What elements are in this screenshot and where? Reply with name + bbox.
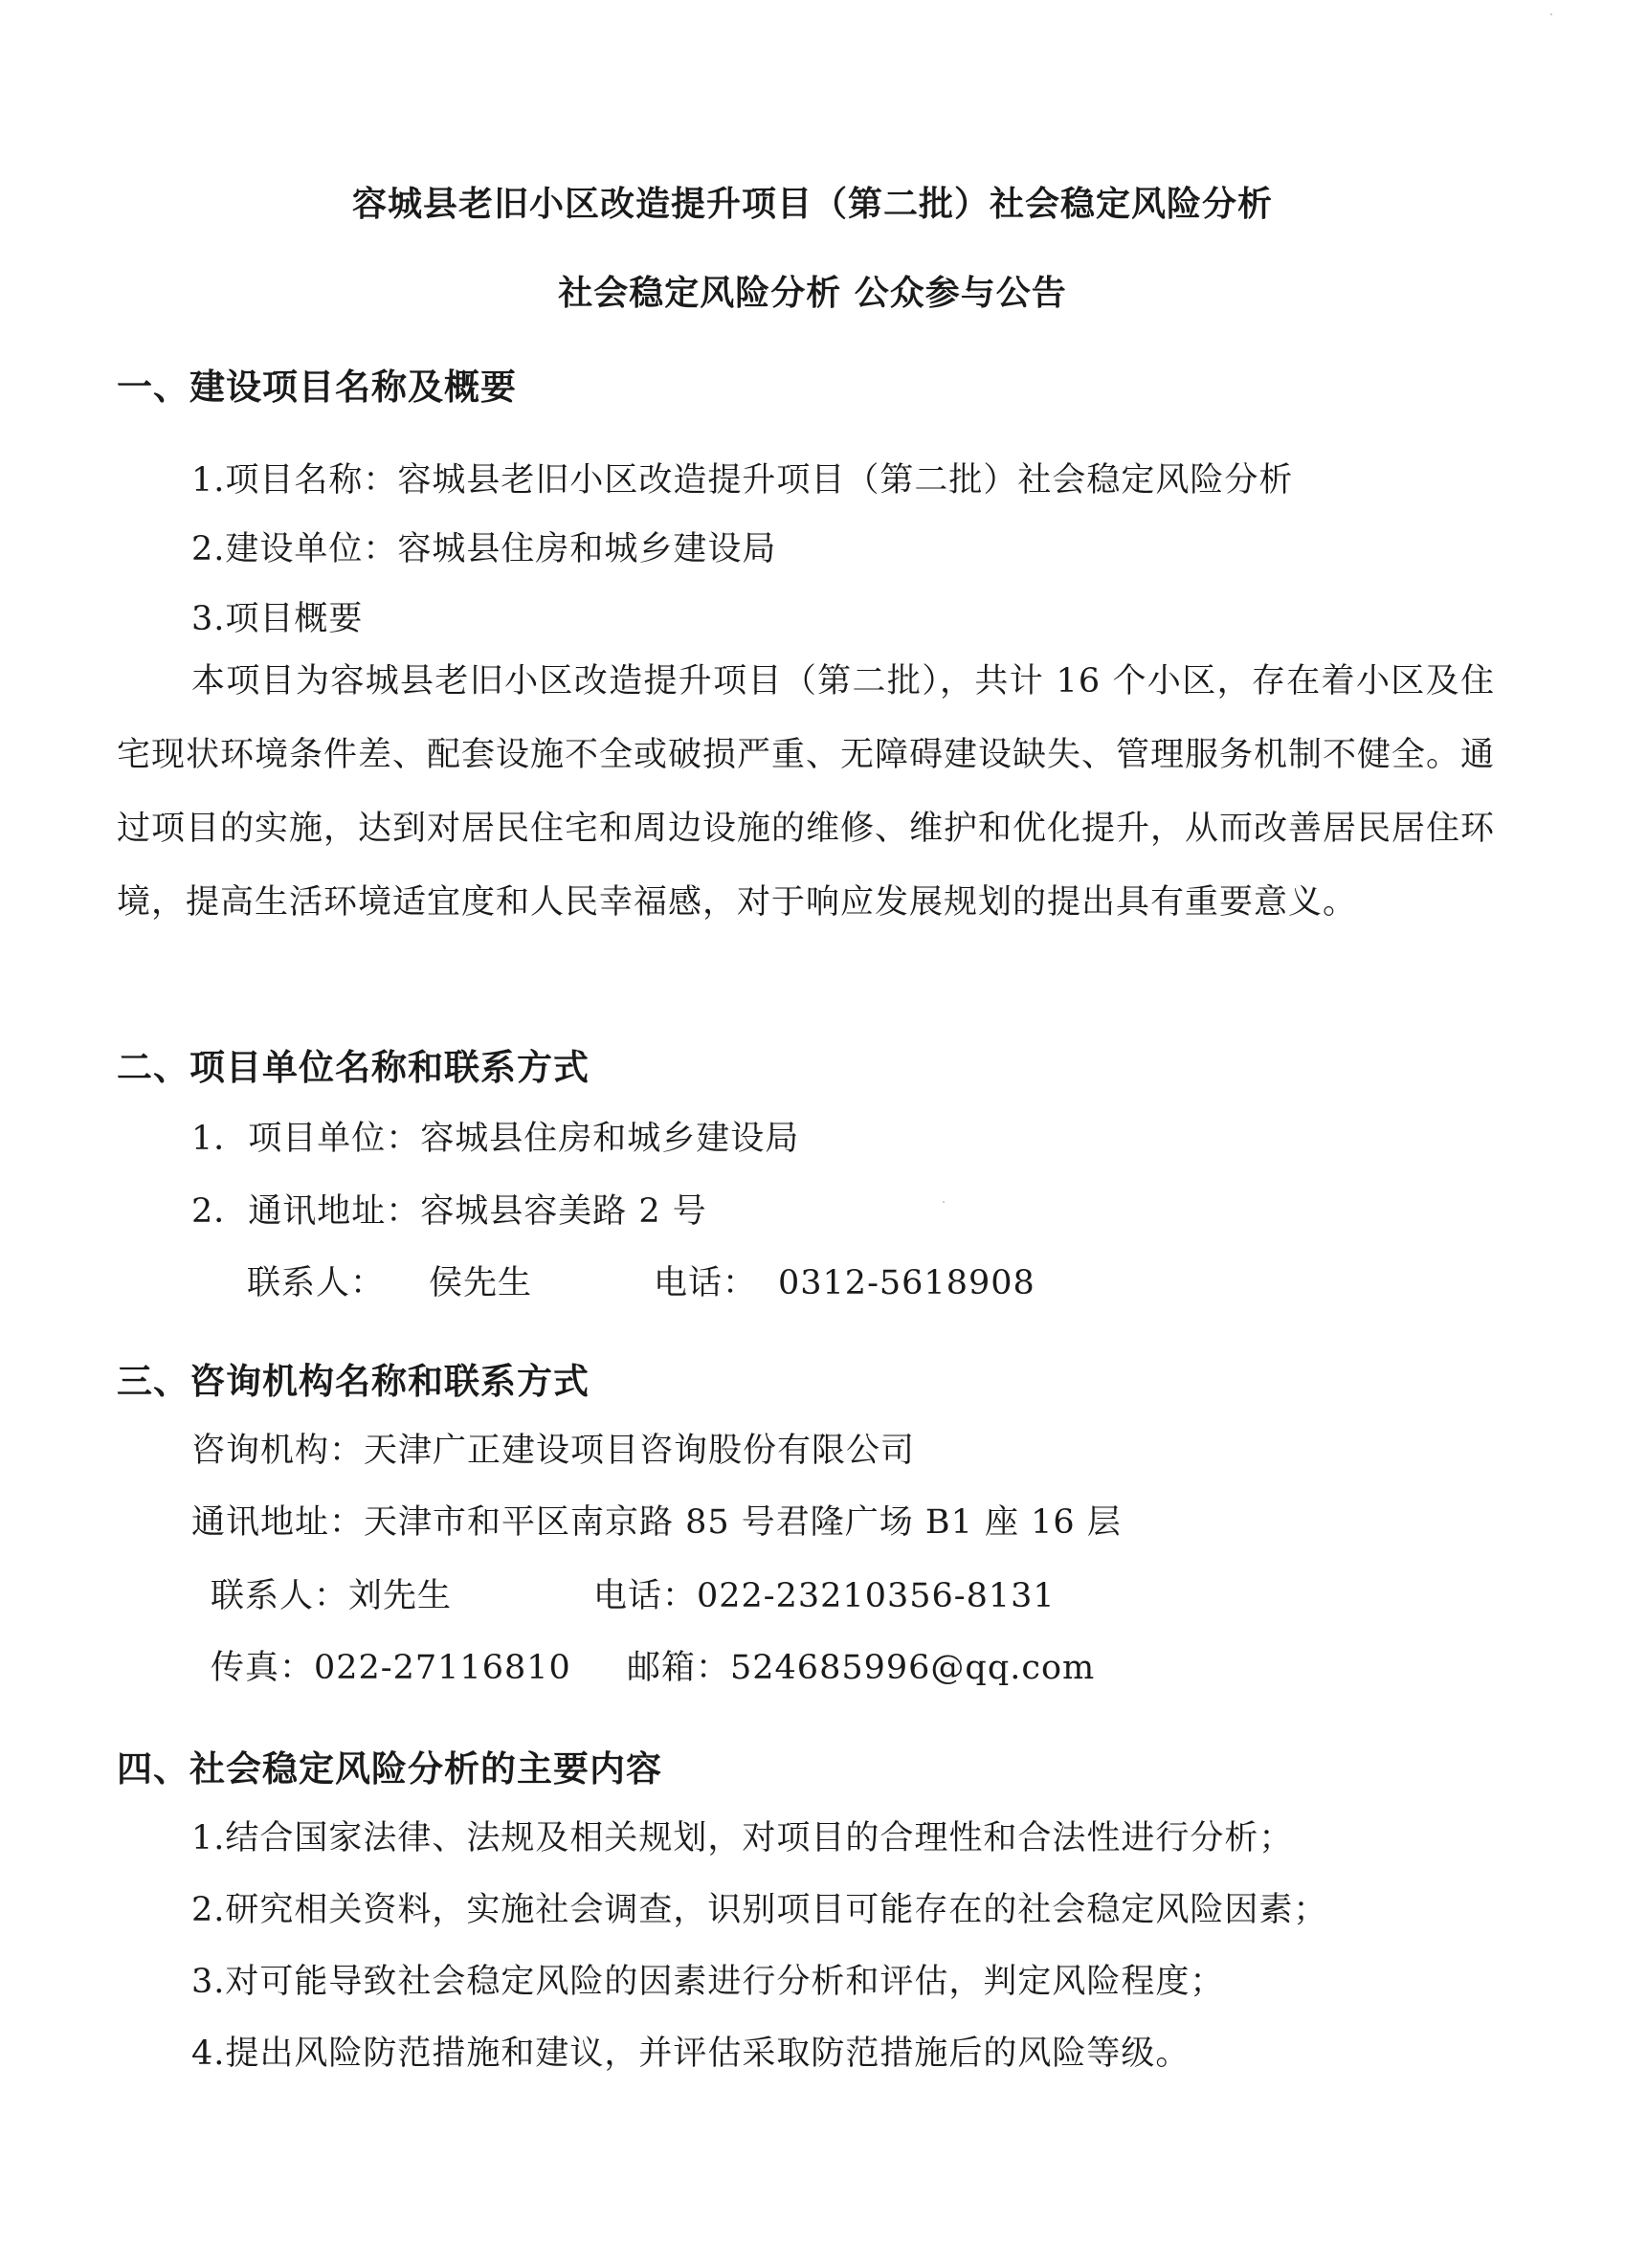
consult-address-line: 通讯地址：天津市和平区南京路 85 号君隆广场 B1 座 16 层 <box>191 1503 1122 1542</box>
section-2-heading: 二、项目单位名称和联系方式 <box>117 1047 590 1088</box>
contact-label: 联系人： <box>247 1264 386 1302</box>
content-item-1: 1.结合国家法律、法规及相关规划，对项目的合理性和合法性进行分析； <box>191 1819 1294 1857</box>
scan-speck <box>943 1201 945 1203</box>
section-1-heading: 一、建设项目名称及概要 <box>117 367 517 408</box>
phone-label: 电话： <box>654 1264 758 1302</box>
overview-label: 3.项目概要 <box>191 600 364 638</box>
section-4-heading: 四、社会稳定风险分析的主要内容 <box>117 1748 662 1790</box>
section-3-heading: 三、咨询机构名称和联系方式 <box>117 1361 590 1402</box>
consult-org-line: 咨询机构：天津广正建设项目咨询股份有限公司 <box>191 1432 916 1470</box>
consult-contact: 联系人：刘先生 <box>211 1577 453 1615</box>
scan-speck <box>1550 13 1552 15</box>
phone-number: 0312-5618908 <box>778 1264 1035 1302</box>
unit-line: 1．项目单位：容城县住房和城乡建设局 <box>191 1120 800 1158</box>
consult-email: 邮箱：524685996@qq.com <box>627 1649 1096 1687</box>
address-line: 2．通讯地址：容城县容美路 2 号 <box>191 1192 707 1231</box>
contact-line <box>247 1256 1035 1304</box>
content-item-2: 2.研究相关资料，实施社会调查，识别项目可能存在的社会稳定风险因素； <box>191 1891 1328 1929</box>
document-title: 容城县老旧小区改造提升项目（第二批）社会稳定风险分析 <box>351 185 1273 224</box>
project-name-line: 1.项目名称：容城县老旧小区改造提升项目（第二批）社会稳定风险分析 <box>191 461 1294 500</box>
consult-fax: 传真：022-27116810 <box>211 1649 571 1687</box>
builder-line: 2.建设单位：容城县住房和城乡建设局 <box>191 530 777 568</box>
contact-name: 侯先生 <box>429 1264 533 1302</box>
consult-phone: 电话：022-23210356-8131 <box>593 1577 1056 1615</box>
content-item-4: 4.提出风险防范措施和建议，并评估采取防范措施后的风险等级。 <box>191 2035 1191 2073</box>
content-item-3: 3.对可能导致社会稳定风险的因素进行分析和评估，判定风险程度； <box>191 1963 1225 2001</box>
overview-paragraph: 本项目为容城县老旧小区改造提升项目（第二批），共计 16 个小区，存在着小区及住宅现状环境条件差、配套设施不全或破损严重、无障碍建设缺失、管理服务机制不健全。通过项目的实施，达到对居民住宅和周边设施的维修、维护和优化提升，从而改善居民居住环境，提高生活环境适宜度和人民幸福感，对于响应发展规划的提出具有重要意义。 <box>117 662 1496 922</box>
document-subtitle: 社会稳定风险分析 公众参与公告 <box>558 274 1067 313</box>
